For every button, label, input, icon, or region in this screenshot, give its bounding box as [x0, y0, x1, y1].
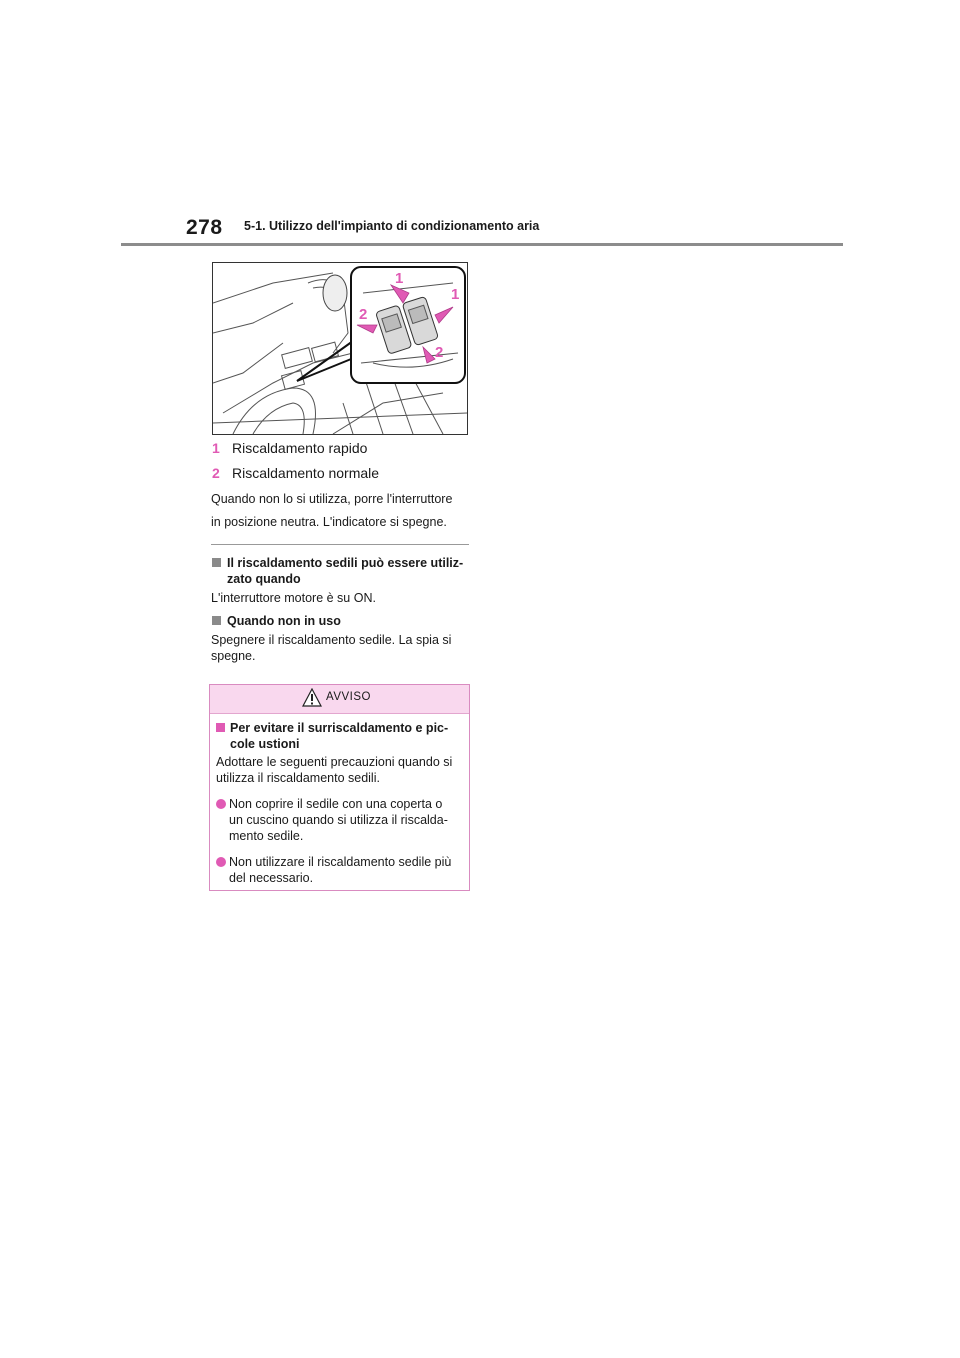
warning-bullet-2: Non utilizzare il riscaldamento sedile più del necessario.	[216, 854, 466, 886]
callout-label-2a: 2	[359, 306, 368, 323]
warning-triangle-icon	[302, 688, 322, 707]
circle-bullet-icon	[216, 857, 226, 867]
section-divider	[211, 544, 469, 545]
warning-header	[210, 685, 469, 714]
legend-number: 1	[212, 440, 220, 456]
intro-line-1: Quando non lo si utilizza, porre l'interruttore	[211, 492, 453, 506]
warning-heading: Per evitare il surriscaldamento e pic- cole ustioni	[216, 720, 468, 752]
warning-title: AVVISO	[326, 691, 371, 703]
legend-item-1	[212, 440, 367, 456]
callout-label-2b: 2	[435, 344, 444, 361]
section-title: 5-1. Utilizzo dell'impianto di condizionamento aria	[244, 219, 540, 233]
callout-label-1a: 1	[395, 270, 404, 287]
legend-number: 2	[212, 465, 220, 481]
header-rule	[121, 243, 843, 246]
legend-item-2	[212, 465, 379, 481]
page-number: 278	[186, 216, 223, 239]
warning-bullet-1: Non coprire il sedile con una coperta o un cuscino quando si utilizza il riscalda- mento sedile.	[216, 796, 466, 844]
section-heading-usage: Il riscaldamento sedili può essere utiliz- zato quando	[212, 555, 470, 587]
legend-text: Riscaldamento rapido	[232, 440, 368, 456]
warning-box	[209, 684, 470, 891]
legend-text: Riscaldamento normale	[232, 465, 380, 481]
seat-heater-figure	[212, 262, 468, 435]
square-bullet-icon	[212, 616, 221, 625]
section-text-usage: L'interruttore motore è su ON.	[211, 591, 376, 605]
console-illustration	[213, 263, 467, 434]
square-bullet-icon	[216, 723, 225, 732]
section-text-not-in-use: Spegnere il riscaldamento sedile. La spia si spegne.	[211, 633, 452, 663]
intro-line-2: in posizione neutra. L'indicatore si spegne.	[211, 515, 447, 529]
square-bullet-icon	[212, 558, 221, 567]
section-heading-not-in-use: Quando non in uso	[212, 613, 470, 629]
warning-intro: Adottare le seguenti precauzioni quando si utilizza il riscaldamento sedili.	[216, 755, 453, 785]
circle-bullet-icon	[216, 799, 226, 809]
callout-label-1b: 1	[451, 286, 460, 303]
